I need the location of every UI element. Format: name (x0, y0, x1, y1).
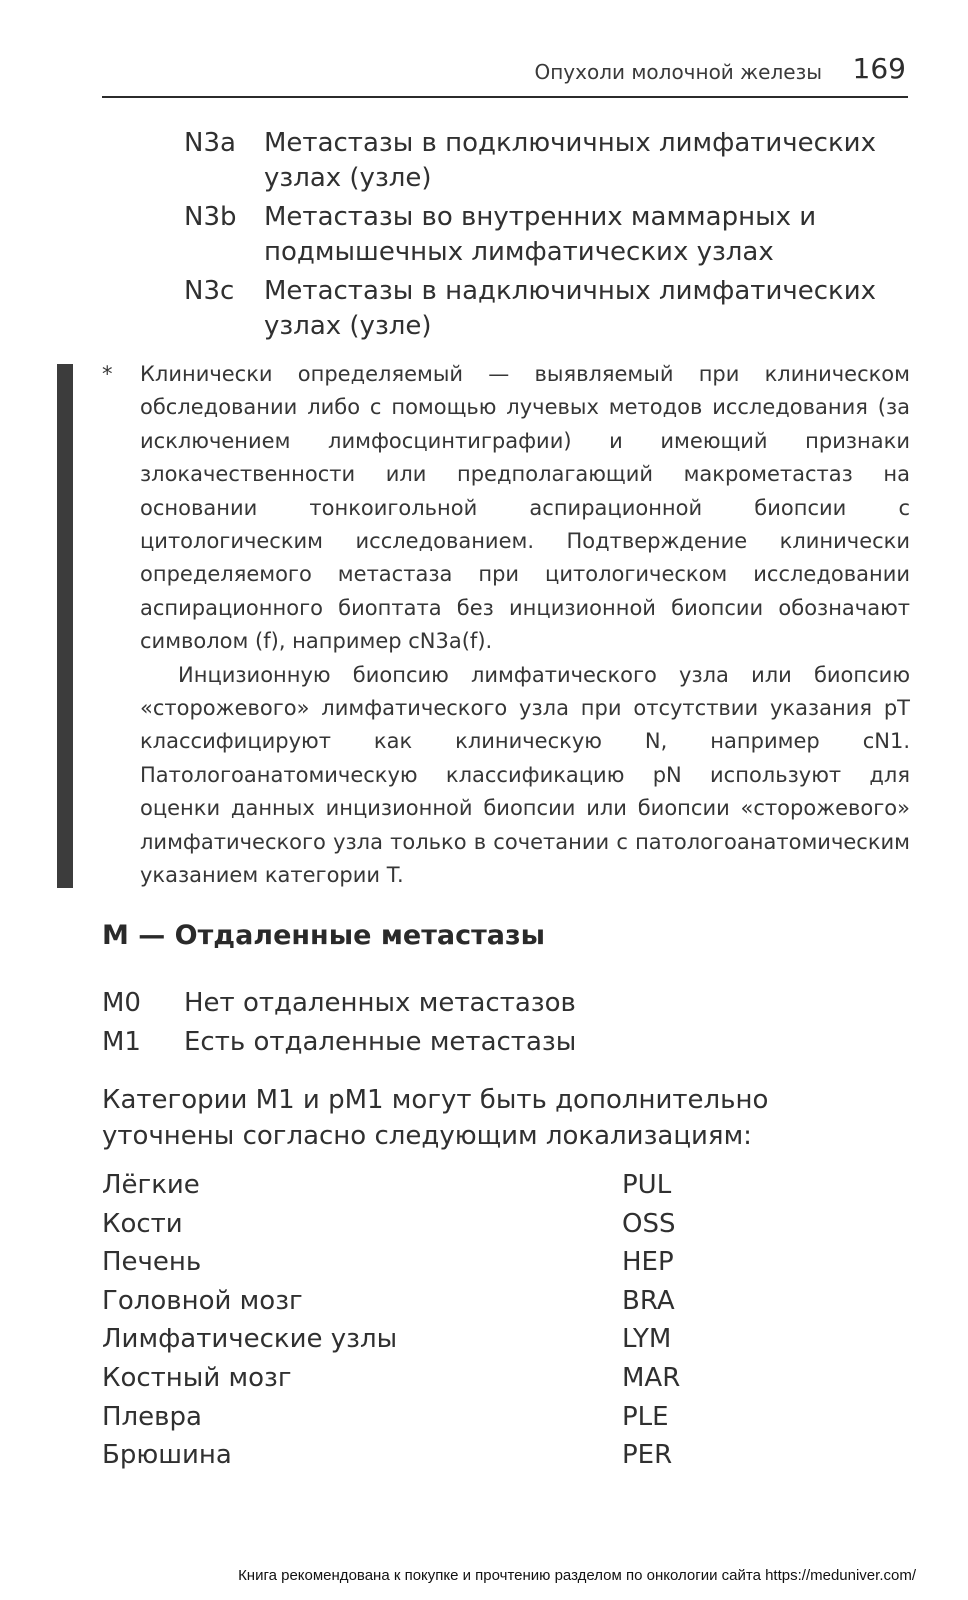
n3-code: N3a (184, 128, 236, 158)
localization-code: BRA (622, 1285, 675, 1316)
footnote-block (102, 358, 910, 893)
list-item (102, 984, 576, 1023)
localization-name: Костный мозг (102, 1362, 292, 1393)
n3-code: N3b (184, 202, 237, 232)
n3-description: Метастазы в надключичных лимфатических узлах (узле) (264, 276, 876, 341)
table-row (102, 1324, 802, 1363)
localization-code: HEP (622, 1247, 674, 1278)
localization-name: Лёгкие (102, 1170, 200, 1200)
localization-intro: Категории M1 и pM1 могут быть дополнительно уточнены согласно следующим локализациям: (102, 1085, 769, 1151)
table-row (102, 1170, 802, 1209)
footer-note: Книга рекомендована к покупке и прочтению разделом по онкологии сайта https://meduniver.com/ (238, 1567, 916, 1584)
localization-name: Плевра (102, 1401, 202, 1432)
n3-description: Метастазы в подключичных лимфатических узлах (узле) (264, 128, 876, 193)
page-number: 169 (852, 52, 906, 85)
localization-code: PUL (622, 1170, 672, 1200)
m-description: Есть отдаленные метастазы (184, 1027, 577, 1057)
table-row (102, 1363, 802, 1402)
footnote-paragraph: Клинически определяемый — выявляемый при клиническом обследовании либо с помощью лучевых методов исследования (за исключением лимфосцинтиграфии) и имеющий признаки злокачественности или предполагающий макрометастаз на основании тонкоигольной аспирационной биопсии с цитологическим исследованием. Подтверждение клинически определяемого метастаза при цитологическом исследовании аспирационного биоптата без инцизионной биопсии обозначают символом (f), например cN3a(f). (140, 362, 910, 654)
m-code: M1 (102, 1027, 141, 1057)
m-description: Нет отдаленных метастазов (184, 988, 576, 1018)
localization-code: MAR (622, 1362, 681, 1393)
table-row (102, 1286, 802, 1325)
localization-code: LYM (622, 1324, 672, 1355)
localization-code: PLE (622, 1401, 669, 1432)
list-item (184, 126, 904, 196)
page-header (102, 48, 908, 98)
localization-name: Лимфатические узлы (102, 1324, 398, 1355)
table-row (102, 1247, 802, 1286)
localization-code: OSS (622, 1208, 676, 1239)
list-item (184, 200, 904, 270)
table-row (102, 1209, 802, 1248)
localization-name: Головной мозг (102, 1285, 303, 1316)
m-category-list (102, 984, 576, 1062)
n3-description: Метастазы во внутренних маммарных и подмышечных лимфатических узлах (264, 202, 817, 267)
section-heading: M — Отдаленные метастазы (102, 920, 546, 951)
n3-code: N3c (184, 276, 235, 306)
footnote-paragraph: Инцизионную биопсию лимфатического узла или биопсию «сторожевого» лимфатического узла при отсутствии указания pT классифицируют как клиническую N, например cN1. Патологоанатомическую классификацию pN используют для оценки данных инцизионной биопсии или биопсии «сторожевого» лимфатического узла только в сочетании с патологоанатомическим указанием категории T. (140, 662, 910, 888)
list-item (184, 274, 904, 344)
m-code: M0 (102, 988, 141, 1018)
localization-name: Кости (102, 1208, 183, 1239)
running-head-title: Опухоли молочной железы (534, 60, 822, 84)
localization-code: PER (622, 1440, 673, 1471)
footnote-asterisk: * (102, 362, 113, 386)
margin-marker-bar (57, 364, 73, 888)
n3-category-list (184, 126, 904, 348)
table-row (102, 1402, 802, 1441)
list-item (102, 1023, 576, 1062)
table-row (102, 1440, 802, 1479)
localization-table (102, 1170, 802, 1479)
localization-name: Печень (102, 1247, 202, 1278)
localization-name: Брюшина (102, 1440, 232, 1471)
